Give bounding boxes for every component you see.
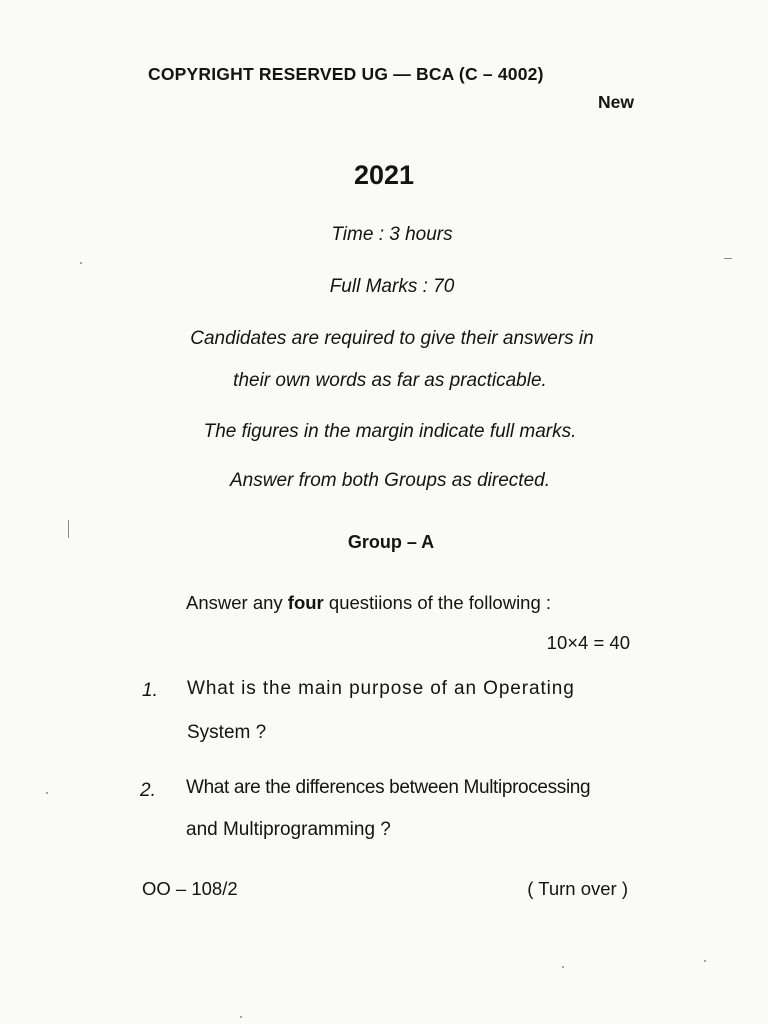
question-2-line-2: and Multiprogramming ? xyxy=(186,819,391,840)
group-instruction xyxy=(186,592,551,614)
scan-speck xyxy=(240,1016,242,1018)
group-title: Group – A xyxy=(347,532,435,552)
scan-speck xyxy=(562,966,564,968)
scan-speck xyxy=(46,792,48,794)
turn-over-label: ( Turn over ) xyxy=(527,878,628,899)
group-instruction-bold: four xyxy=(287,592,324,613)
question-1-line-1: What is the main purpose of an Operating xyxy=(187,678,575,699)
scan-speck xyxy=(68,520,69,538)
exam-year: 2021 xyxy=(353,160,415,190)
edition-label: New xyxy=(598,92,634,112)
instruction-line-4: Answer from both Groups as directed. xyxy=(230,470,550,491)
scan-speck xyxy=(80,262,82,264)
group-instruction-pre: Answer any xyxy=(186,592,288,613)
group-marks: 10×4 = 40 xyxy=(546,632,630,653)
question-1-number: 1. xyxy=(142,680,158,701)
instruction-line-2: their own words as far as practicable. xyxy=(233,370,547,391)
question-2-line-1: What are the differences between Multiprocessing xyxy=(186,777,591,798)
instruction-line-3: The figures in the margin indicate full marks. xyxy=(203,421,577,442)
scan-speck xyxy=(724,258,732,259)
time-allowed: Time : 3 hours xyxy=(331,224,453,245)
paper-code: OO – 108/2 xyxy=(142,878,238,899)
scan-speck xyxy=(704,960,706,962)
instruction-line-1: Candidates are required to give their answers in xyxy=(190,328,594,349)
question-2-number: 2. xyxy=(140,780,156,801)
group-instruction-post: questiions of the following : xyxy=(323,592,552,613)
question-1-line-2: System ? xyxy=(187,722,267,743)
copyright-header: COPYRIGHT RESERVED UG — BCA (C – 4002) xyxy=(148,64,544,84)
full-marks: Full Marks : 70 xyxy=(329,276,455,297)
